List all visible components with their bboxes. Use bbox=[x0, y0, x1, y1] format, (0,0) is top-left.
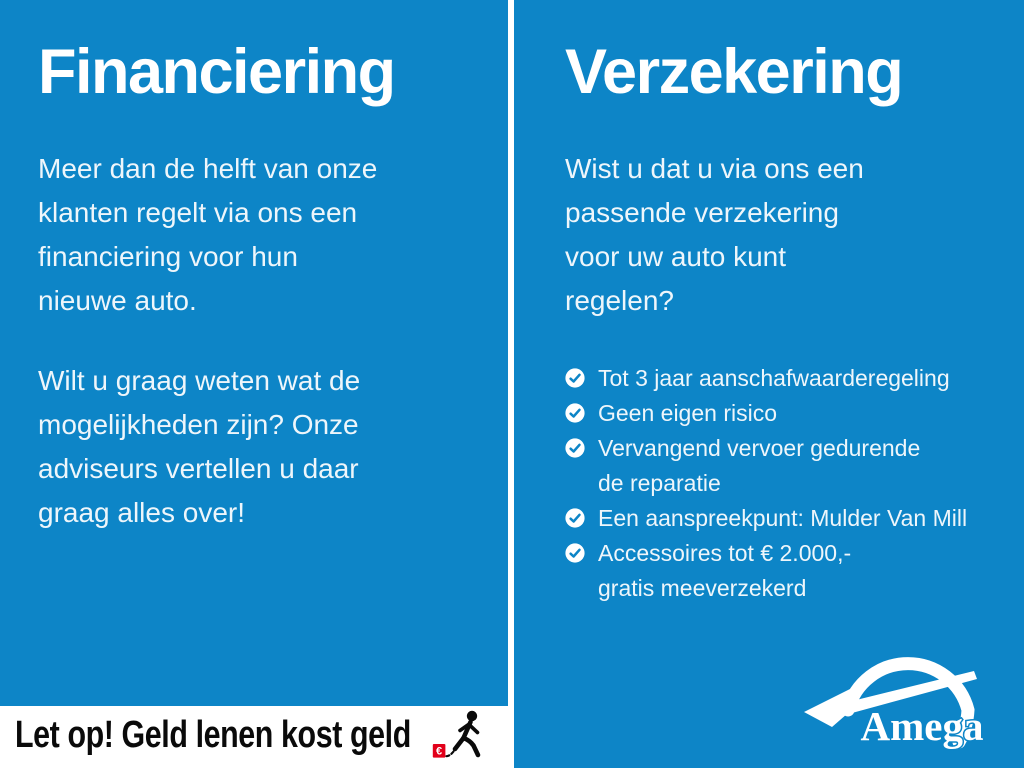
benefit-item bbox=[565, 431, 967, 501]
check-circle-icon bbox=[565, 543, 585, 563]
euro-symbol: € bbox=[436, 745, 443, 758]
financing-paragraph-1 bbox=[38, 147, 377, 323]
paragraph-line: passende verzekering bbox=[565, 197, 839, 228]
check-circle-icon bbox=[565, 438, 585, 458]
benefit-text-wrap: de reparatie bbox=[598, 470, 721, 496]
financing-panel bbox=[0, 0, 508, 706]
financing-paragraph-2 bbox=[38, 359, 360, 535]
insurance-benefits-list bbox=[565, 361, 967, 606]
paragraph-line: voor uw auto kunt bbox=[565, 241, 787, 272]
amega-logo bbox=[798, 626, 1010, 766]
benefit-text: Vervangend vervoer gedurende bbox=[598, 435, 921, 461]
benefit-text: Geen eigen risico bbox=[598, 400, 777, 426]
arch-arrow-icon bbox=[798, 626, 1010, 766]
paragraph-line: financiering voor hun bbox=[38, 241, 298, 272]
check-circle-icon bbox=[565, 368, 585, 388]
insurance-panel bbox=[514, 0, 1024, 768]
paragraph-line: adviseurs vertellen u daar bbox=[38, 453, 359, 484]
paragraph-line: nieuwe auto. bbox=[38, 285, 197, 316]
benefit-item bbox=[565, 501, 967, 536]
financing-title: Financiering bbox=[38, 37, 395, 107]
insurance-title: Verzekering bbox=[565, 37, 903, 107]
paragraph-line: Meer dan de helft van onze bbox=[38, 153, 378, 184]
paragraph-line: regelen? bbox=[565, 285, 674, 316]
benefit-text: Tot 3 jaar aanschafwaarderegeling bbox=[598, 365, 950, 391]
benefit-text: Een aanspreekpunt: Mulder Van Mill bbox=[598, 505, 968, 531]
benefit-item bbox=[565, 536, 967, 606]
check-circle-icon bbox=[565, 508, 585, 528]
paragraph-line: mogelijkheden zijn? Onze bbox=[38, 409, 359, 440]
benefit-text: Accessoires tot € 2.000,- bbox=[598, 540, 852, 566]
amega-wordmark: Amega bbox=[860, 703, 984, 749]
credit-warning-bar bbox=[0, 706, 514, 768]
benefit-text-wrap: gratis meeverzekerd bbox=[598, 575, 807, 601]
euro-debt-chain-icon bbox=[432, 709, 490, 765]
paragraph-line: Wilt u graag weten wat de bbox=[38, 365, 361, 396]
paragraph-line: Wist u dat u via ons een bbox=[565, 153, 864, 184]
check-circle-icon bbox=[565, 403, 585, 423]
insurance-intro bbox=[565, 147, 864, 323]
paragraph-line: klanten regelt via ons een bbox=[38, 197, 358, 228]
benefit-item bbox=[565, 361, 967, 396]
paragraph-line: graag alles over! bbox=[38, 497, 246, 528]
credit-warning-text: Let op! Geld lenen kost geld bbox=[15, 713, 411, 756]
benefit-item bbox=[565, 396, 967, 431]
